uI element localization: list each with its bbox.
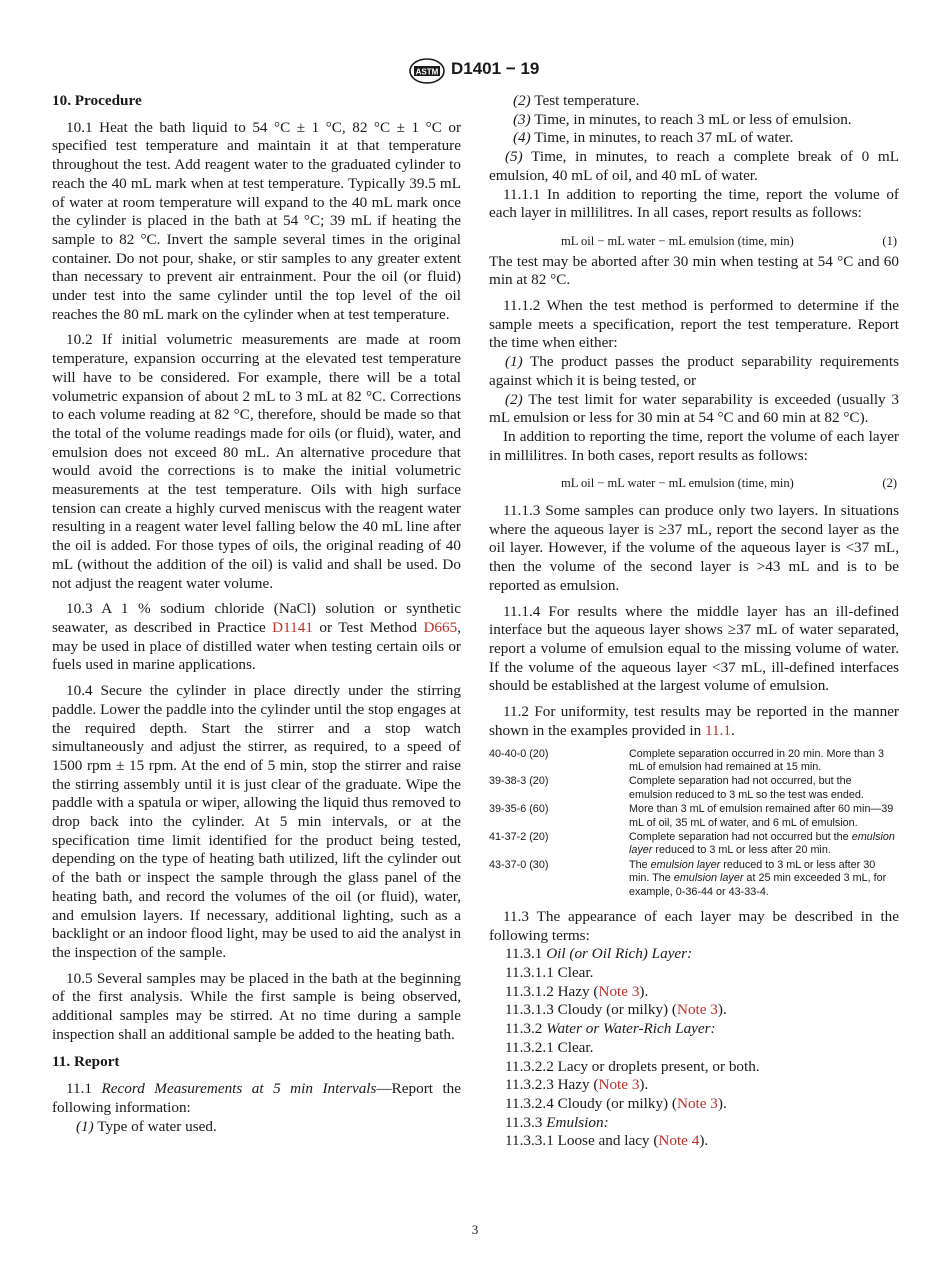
example-code: 39-38-3 (20): [489, 775, 549, 788]
layer-terms-list: [489, 945, 899, 1151]
criterion-1: (1) The product passes the product separability requirements against which it is being tested, or: [489, 353, 899, 389]
layer-term-item: 11.3.1.3 Cloudy (or milky) (Note 3).: [505, 1001, 727, 1019]
note-link[interactable]: Note 3: [598, 1076, 640, 1094]
report-item-2: (2) Test temperature.: [513, 92, 640, 109]
note-link[interactable]: Note 3: [676, 1095, 718, 1112]
layer-term-item: 11.3.2.4 Cloudy (or milky) (Note 3).: [505, 1095, 727, 1112]
page-header: [0, 58, 950, 84]
paragraph-10-2: 10.2 If initial volumetric measurements are made at room temperature, expansion occurring at the elevated test temperature will have to be considered. For example, there will be a total volumetric expansion of about 2 mL to 3 mL at 82 °C. Corrections to each volume reading at 82 °C, therefore, should be made so that the total of the volume readings made for oils (or fluid), water, and emulsion does not exceed 80 mL. An alternative procedure that would avoid the corrections is to make the initial volumetric measurements at the test temperature. Oils with high surface tension can create a highly curved meniscus with the reagent water resulting in a reagent water level falling below the 40 mL line after the oil is added. For those types of oils, the original reading of 40 mL (without the addition of the oil) is valid and shall be used. Do not adjust the reagent water volume.: [52, 331, 461, 592]
left-column: [52, 92, 461, 1136]
paragraph-11-2: 11.2 For uniformity, test results may be reported in the manner shown in the examples provided in 11.1.: [489, 703, 899, 739]
layer-term-item: 11.3.2.3 Hazy (Note 3).: [505, 1076, 649, 1094]
example-description: The emulsion layer reduced to 3 mL or less after 30 min. The emulsion layer at 25 min exceeded 3 mL, for example, 0-36-44 or 43-33-4.: [629, 858, 887, 898]
astm-logo-icon: [408, 58, 446, 84]
example-row: [489, 803, 899, 830]
criterion-2: (2) The test limit for water separability is exceeded (usually 3 mL emulsion or less for 30 min at 54 °C and 60 min at 82 °C).: [489, 390, 899, 427]
examples-table: [489, 748, 899, 899]
note-link[interactable]: Note 4: [658, 1132, 700, 1150]
report-item-5: (5) Time, in minutes, to reach a complete break of 0 mL emulsion, 40 mL of oil, and 40 mL of water.: [489, 148, 899, 184]
example-code: 39-35-6 (60): [489, 803, 549, 816]
note-link[interactable]: Note 3: [598, 982, 640, 1000]
paragraph-10-3: 10.3 A 1 % sodium chloride (NaCl) solution or synthetic seawater, as described in Practice D1141 or Test Method D665, may be used in place of distilled water when testing certain oils or fuels used in marine applications.: [52, 600, 461, 674]
paragraph-10-1: 10.1 Heat the bath liquid to 54 °C ± 1 °C, 82 °C ± 1 °C or specified test temperature and maintain it at that temperature throughout the test. Add reagent water to the graduated cylinder to reach the 40 mL mark when at test temperature. Typically 39.5 mL of water at room temperature will expand to the 40 mL mark once the cylinder is placed in the bath at 54 °C; 39 mL if heating the sample to 82 °C. Invert the sample several times in the original container. Do not pour, shake, or stir samples to any greater extent than necessary to prevent air entrainment. Pour the oil (or fluid) under test into the same cylinder until the top level of the oil reaches the 80 mL mark on the cylinder when at test temperature.: [52, 118, 461, 323]
layer-term-item: 11.3.1.1 Clear.: [505, 964, 594, 982]
example-description: Complete separation had not occurred, but the emulsion reduced to 3 mL so the test was ended.: [629, 775, 864, 801]
section-11-heading: 11. Report: [52, 1053, 120, 1071]
equation-2: mL oil − mL water − mL emulsion (time, min) (2): [561, 476, 897, 491]
report-item-3: (3) Time, in minutes, to reach 3 mL or less of emulsion.: [513, 110, 852, 128]
link-d1141[interactable]: D1141: [272, 618, 313, 636]
report-item-4: (4) Time, in minutes, to reach 37 mL of water.: [513, 129, 794, 147]
paragraph-10-5: 10.5 Several samples may be placed in the bath at the beginning of the first analysis. While the first sample is being observed, additional samples may be stirred. At no time during a sample inspection shall an additional sample be added to the heating bath.: [52, 969, 461, 1043]
paragraph-in-addition: In addition to reporting the time, report the volume of each layer in millilitres. In both cases, report results as follows:: [489, 427, 899, 464]
paragraph-11-1: 11.1 Record Measurements at 5 min Intervals—Report the following information:: [52, 1080, 462, 1116]
report-item-1: (1) Type of water used.: [76, 1117, 217, 1135]
link-11-1[interactable]: 11.1: [704, 721, 731, 739]
example-code: 41-37-2 (20): [489, 830, 549, 843]
layer-term-item: 11.3.2.1 Clear.: [505, 1038, 594, 1056]
svg-text:ASTM: ASTM: [415, 67, 439, 77]
layer-term-item: 11.3.3.1 Loose and lacy (Note 4).: [505, 1132, 709, 1150]
example-row: [489, 831, 899, 858]
link-d665[interactable]: D665: [423, 618, 458, 636]
equation-1: mL oil − mL water − mL emulsion (time, min) (1): [561, 233, 897, 248]
note-link[interactable]: Note 3: [676, 1001, 718, 1019]
paragraph-11-1-4: 11.1.4 For results where the middle layer has an ill-defined interface but the aqueous layer shows ≥37 mL of water separated, report a volume of emulsion equal to the missing volume of water. If the volume of the aqueous layer <37 mL, ill-defined interfaces should be established at the largest volume of emulsion.: [489, 602, 899, 695]
example-description: Complete separation had not occurred but the emulsion layer reduced to 3 mL or less after 20 min.: [629, 830, 895, 857]
paragraph-11-1-1: 11.1.1 In addition to reporting the time, report the volume of each layer in millilitres. In all cases, report results as follows:: [489, 185, 899, 222]
layer-term-item: 11.3.1.2 Hazy (Note 3).: [505, 982, 649, 1000]
example-description: Complete separation occurred in 20 min. More than 3 mL of emulsion had remained at 15 min.: [629, 747, 885, 773]
section-10-heading: 10. Procedure: [52, 92, 142, 109]
example-code: 43-37-0 (30): [489, 858, 549, 871]
example-description: More than 3 mL of emulsion remained after 60 min—39 mL of oil, 35 mL of water, and 6 mL of emulsion.: [629, 803, 894, 829]
example-code: 40-40-0 (20): [489, 747, 549, 760]
paragraph-11-1-2: 11.1.2 When the test method is performed to determine if the sample meets a specification, report the test temperature. Report the time when either:: [489, 297, 899, 352]
layer-term-item: 11.3.2 Water or Water-Rich Layer:: [505, 1020, 716, 1038]
layer-term-item: 11.3.2.2 Lacy or droplets present, or both.: [505, 1057, 760, 1075]
example-row: [489, 775, 899, 802]
example-row: [489, 748, 899, 775]
right-column: [489, 92, 899, 1151]
paragraph-11-3: 11.3 The appearance of each layer may be described in the following terms:: [489, 907, 899, 944]
document-id: D1401 − 19: [451, 59, 540, 78]
example-row: [489, 859, 899, 899]
paragraph-abort: The test may be aborted after 30 min when testing at 54 °C and 60 min at 82 °C.: [489, 252, 899, 289]
paragraph-11-1-3: 11.1.3 Some samples can produce only two layers. In situations where the aqueous layer is ≥37 mL, report the second layer as the oil layer. However, if the volume of the aqueous layer is <37 mL, then the volume of the second layer is >43 mL and is to be reported as emulsion.: [489, 502, 899, 594]
layer-term-item: 11.3.3 Emulsion:: [505, 1113, 609, 1131]
layer-term-item: 11.3.1 Oil (or Oil Rich) Layer:: [505, 945, 693, 963]
paragraph-10-4: 10.4 Secure the cylinder in place directly under the stirring paddle. Lower the paddle into the cylinder until the stop engages at the required depth. Start the stirrer and a stop watch simultaneously and adjust the stirrer, as required, to a speed of 1500 rpm ± 15 rpm. At the end of 5 min, stop the stirrer and raise the stirring assembly until it is just clear of the graduate. Wipe the paddle with a spatula or wiper, allowing the liquid thus removed to drop back into the cylinder. At 5 min intervals, or at the specification time limit identified for the product being tested, depending on the type of heating bath utilized, lift the cylinder out of the bath or inspect the sample through the glass panel of the heating bath, and record the volumes of the oil (or fluid), water, and emulsion layers. If necessary, additional lighting, such as a backlight or an indoor flood light, may be used to aid the analyst in the inspection of the sample.: [52, 682, 461, 961]
page-number: 3: [471, 1222, 479, 1237]
